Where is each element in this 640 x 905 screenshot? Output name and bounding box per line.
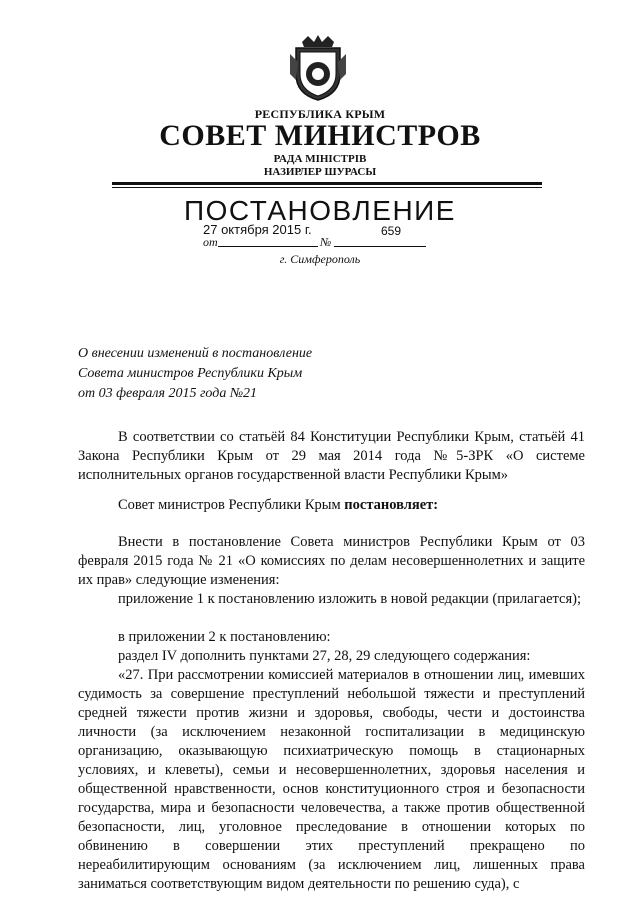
crimea-coat-of-arms-icon [288, 34, 348, 102]
decree-city: г. Симферополь [279, 252, 361, 266]
header-divider-thin [112, 187, 542, 188]
date-label: от [203, 235, 218, 249]
resolves-paragraph [78, 496, 585, 515]
resolves-keyword: постановляет: [344, 497, 439, 513]
decree-subject [78, 344, 312, 404]
intro-paragraph: Внести в постановление Совета министров Республики Крым от 03 февраля 2015 года № 21 «О комиссиях по делам несовершеннолетних и защите их прав» следующие изменения: [78, 534, 585, 588]
number-underline [334, 246, 426, 247]
council-name: СОВЕТ МИНИСТРОВ [159, 119, 481, 152]
decree-date: 27 октября 2015 г. [203, 222, 312, 237]
decree-title: ПОСТАНОВЛЕНИЕ [184, 195, 456, 226]
point-27-paragraph: «27. При рассмотрении комиссией материалов в отношении лиц, имевших судимость за совершение преступлений небольшой тяжести и преступлений средней тяжести против жизни и здоровья, свободы, чести и достоинства личности (за исключением незаконной госпитализации в медицинскую организацию, оказывающую психиатрическую помощь в стационарных условиях, и клеветы), семьи и несовершеннолетних, здоровья населения и общественной нравственности, основ конституционного строя и безопасности государства, мира и безопасности человечества, а также против общественной безопасности, лиц, уголовное преследование в отношении которых по обвинению в совершении этих преступлений прекращено по нереабилитирующим основаниям (за исключением лиц, лишенных права заниматься соответствующим видом деятельности по решению суда), с [78, 667, 585, 892]
republic-name: РЕСПУБЛИКА КРЫМ [254, 107, 386, 121]
header-divider-thick [112, 182, 542, 185]
subject-line: О внесении изменений в постановление [78, 346, 313, 361]
council-name-ukrainian: РАДА МІНІСТРІВ [273, 153, 367, 165]
subject-line: Совета министров Республики Крым [78, 366, 303, 381]
annex1-item: приложение 1 к постановлению изложить в новой редакции (прилагается); [118, 591, 582, 607]
subject-line: от 03 февраля 2015 года №21 [78, 386, 258, 401]
number-label: № [320, 235, 332, 249]
preamble-paragraph: В соответствии со статьёй 84 Конституции Республики Крым, статьёй 41 Закона Республики Крым от 29 мая 2014 года №5-ЗРК «О системе исполнительных органов государственной власти Республики Крым» [78, 429, 585, 483]
date-underline [218, 246, 318, 247]
section4-item: раздел IV дополнить пунктами 27, 28, 29 следующего содержания: [118, 648, 531, 664]
decree-number: 659 [381, 224, 402, 238]
council-name-crimean-tatar: НАЗИРЛЕР ШУРАСЫ [263, 166, 377, 178]
resolves-text: Совет министров Республики Крым [118, 497, 345, 513]
annex2-item: в приложении 2 к постановлению: [118, 629, 331, 645]
